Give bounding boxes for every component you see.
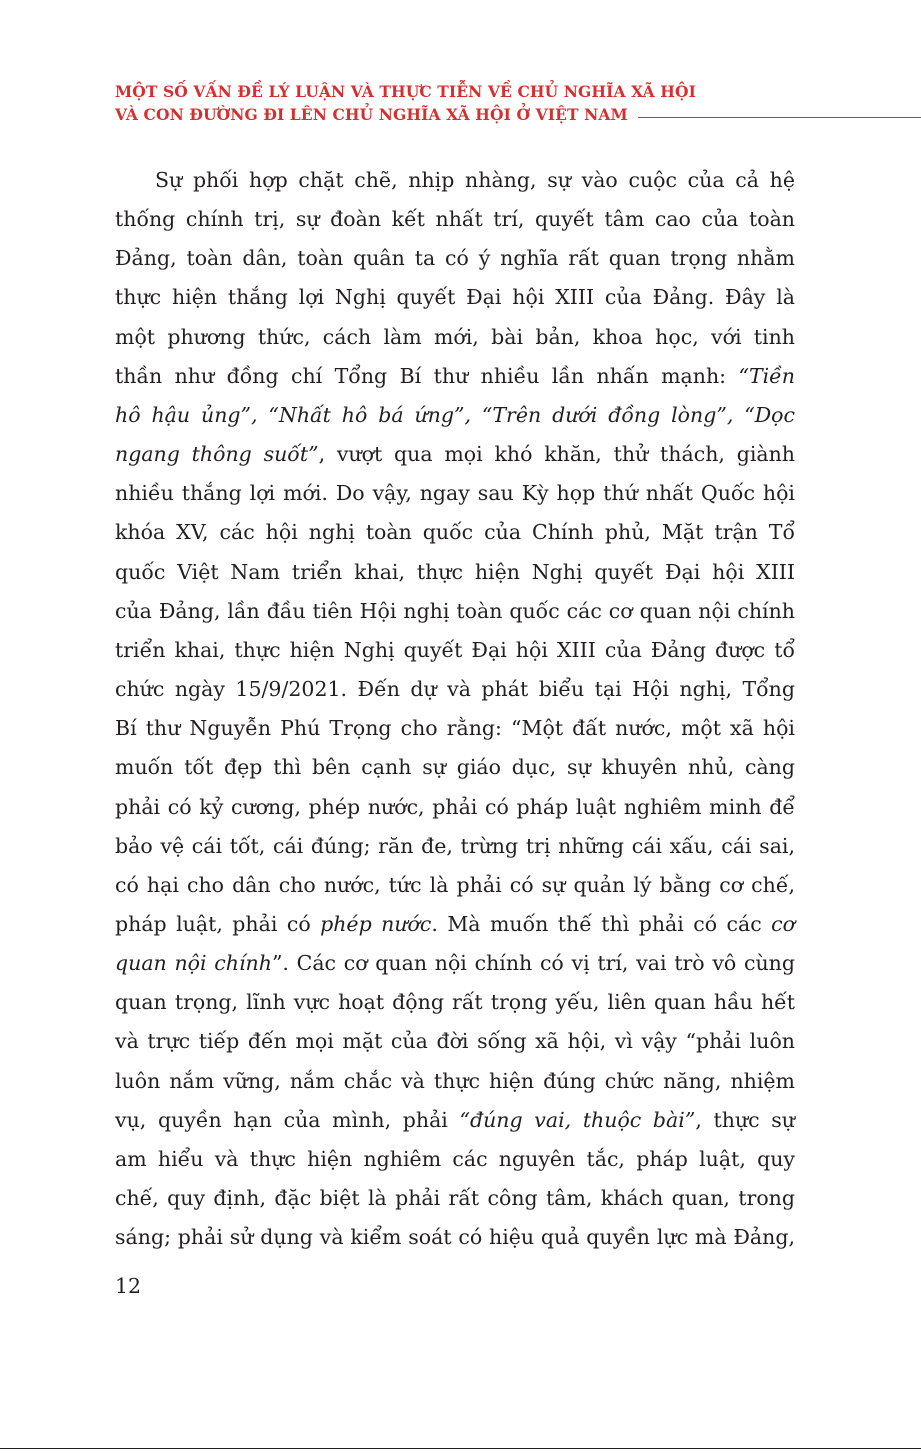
text-line: quan trọng, lĩnh vực hoạt động rất trọng yếu, liên quan hầu hết bbox=[115, 990, 795, 1015]
text-line: thực hiện thắng lợi Nghị quyết Đại hội XIII của Đảng. Đây là bbox=[115, 285, 795, 310]
running-header-line-2 bbox=[115, 103, 921, 126]
text-line: Sự phối hợp chặt chẽ, nhịp nhàng, sự vào cuộc của cả hệ bbox=[155, 168, 795, 192]
text-line: Bí thư Nguyễn Phú Trọng cho rằng: “Một đất nước, một xã hội bbox=[115, 716, 795, 741]
text-line: một phương thức, cách làm mới, bài bản, khoa học, với tinh bbox=[115, 324, 795, 349]
text-line: bảo vệ cái tốt, cái đúng; răn đe, trừng trị những cái xấu, cái sai, bbox=[115, 833, 795, 858]
italic-quote: “Tiền bbox=[738, 363, 795, 388]
italic-term: cơ bbox=[771, 911, 795, 936]
text-line: quốc Việt Nam triển khai, thực hiện Nghị quyết Đại hội XIII bbox=[115, 559, 795, 584]
italic-quote: ngang thông suốt” bbox=[115, 442, 319, 467]
italic-term: quan nội chính bbox=[115, 951, 272, 976]
italic-quote: hô hậu ủng”, “Nhất hô bá ứng”, “Trên dưới đồng lòng”, “Dọc bbox=[115, 402, 795, 427]
header-rule bbox=[638, 117, 921, 118]
text-line: chức ngày 15/9/2021. Đến dự và phát biểu tại Hội nghị, Tổng bbox=[115, 677, 795, 702]
running-header-line-1: MỘT SỐ VẤN ĐỀ LÝ LUẬN VÀ THỰC TIỄN VỀ CHỦ NGHĨA XÃ HỘI bbox=[115, 82, 696, 101]
italic-term: phép nước bbox=[320, 911, 432, 936]
text-line: nhiều thắng lợi mới. Do vậy, ngay sau Kỳ họp thứ nhất Quốc hội bbox=[115, 481, 795, 506]
body-paragraph bbox=[115, 161, 795, 1257]
text-line: và trực tiếp đến mọi mặt của đời sống xã hội, vì vậy “phải luôn bbox=[115, 1029, 795, 1054]
text-line: khóa XV, các hội nghị toàn quốc của Chính phủ, Mặt trận Tổ bbox=[115, 520, 795, 545]
running-header bbox=[115, 80, 921, 126]
text-line: triển khai, thực hiện Nghị quyết Đại hội XIII của Đảng được tổ bbox=[115, 637, 795, 662]
running-header-line-2-text: VÀ CON ĐƯỜNG ĐI LÊN CHỦ NGHĨA XÃ HỘI Ở VIỆT NAM bbox=[115, 105, 628, 124]
text-line: muốn tốt đẹp thì bên cạnh sự giáo dục, sự khuyên nhủ, càng bbox=[115, 755, 795, 780]
page-bottom-edge bbox=[0, 1448, 921, 1449]
text-line: chế, quy định, đặc biệt là phải rất công tâm, khách quan, trong bbox=[115, 1186, 795, 1211]
text-line: Đảng, toàn dân, toàn quân ta có ý nghĩa rất quan trọng nhằm bbox=[115, 246, 795, 271]
text-line: ngang thông suốt”, vượt qua mọi khó khăn, thử thách, giành bbox=[115, 442, 796, 467]
text-line: của Đảng, lần đầu tiên Hội nghị toàn quốc các cơ quan nội chính bbox=[115, 598, 795, 623]
italic-quote: “đúng vai, thuộc bài” bbox=[459, 1107, 696, 1132]
text-line: thần như đồng chí Tổng Bí thư nhiều lần nhấn mạnh: “Tiền bbox=[115, 363, 795, 388]
text-line: thống chính trị, sự đoàn kết nhất trí, quyết tâm cao của toàn bbox=[115, 207, 795, 232]
text-line: quan nội chính”. Các cơ quan nội chính có vị trí, vai trò vô cùng bbox=[115, 951, 795, 976]
text-line: am hiểu và thực hiện nghiêm các nguyên tắc, pháp luật, quy bbox=[115, 1146, 795, 1171]
text-line bbox=[115, 396, 795, 435]
text-line: vụ, quyền hạn của mình, phải “đúng vai, thuộc bài”, thực sự bbox=[115, 1107, 795, 1132]
text-line: có hại cho dân cho nước, tức là phải có sự quản lý bằng cơ chế, bbox=[115, 872, 795, 897]
page-number: 12 bbox=[115, 1274, 142, 1298]
text-line: phải có kỷ cương, phép nước, phải có pháp luật nghiêm minh để bbox=[115, 794, 795, 819]
text-line: sáng; phải sử dụng và kiểm soát có hiệu quả quyền lực mà Đảng, bbox=[115, 1225, 795, 1250]
text-line: luôn nắm vững, nắm chắc và thực hiện đúng chức năng, nhiệm bbox=[115, 1068, 795, 1093]
text-line: pháp luật, phải có phép nước. Mà muốn thế thì phải có các cơ bbox=[115, 911, 795, 936]
